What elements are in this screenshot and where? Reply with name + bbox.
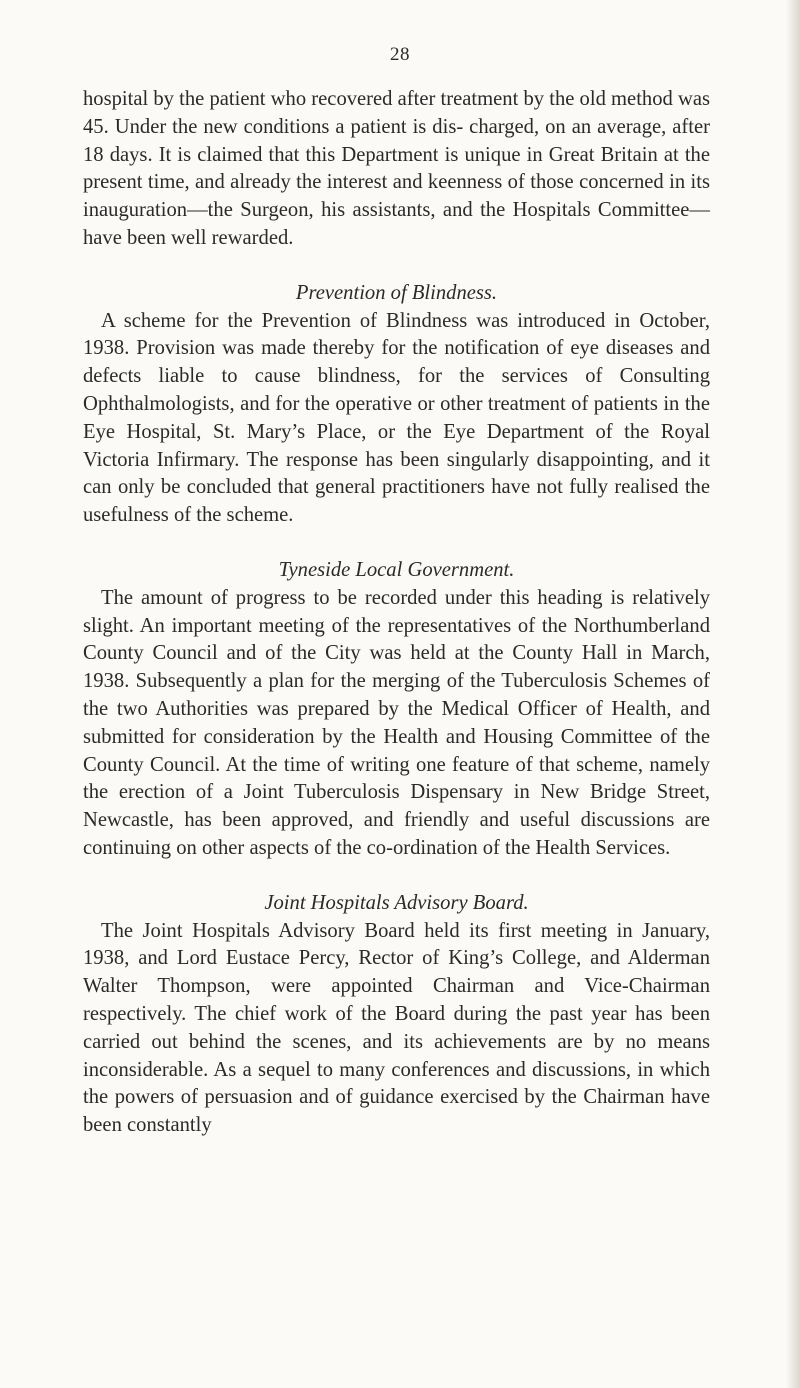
page-edge-shadow: [786, 0, 800, 1388]
section-heading-prevention-of-blindness: Prevention of Blindness.: [295, 281, 498, 304]
page-number: 28: [390, 44, 410, 65]
section-heading-joint-hospitals-advisory-board: Joint Hospitals Advisory Board.: [264, 891, 529, 914]
page-body: [83, 86, 710, 1140]
section-gap: [83, 530, 710, 557]
section-body-prevention-of-blindness: A scheme for the Prevention of Blindness was introduced in October, 1938. Provision was made thereby for the notification of eye diseases and defects liable to cause blindness, for the services of Consulting Ophthalmologists, and for the operative or other treatment of patients in the Eye Hospital, St. Mary’s Place, or the Eye Department of the Royal Victoria Infirmary. The response has been singularly disappointing, and it can only be concluded that general practitioners have not fully realised the usefulness of the scheme.: [83, 309, 710, 527]
section-body-tyneside-local-government: The amount of progress to be recorded under this heading is relatively slight. An important meeting of the representatives of the Northumberland County Council and of the City was held at the County Hall in March, 1938. Subsequently a plan for the merging of the Tuberculosis Schemes of the two Authorities was prepared by the Medical Officer of Health, and submitted for consideration by the Health and Housing Committee of the County Council. At the time of writing one feature of that scheme, namely the erection of a Joint Tuberculosis Dispensary in New Bridge Street, Newcastle, has been approved, and friendly and useful discussions are continuing on other aspects of the co-ordination of the Health Services.: [83, 586, 710, 859]
section-heading-tyneside-local-government: Tyneside Local Government.: [278, 558, 515, 581]
section-gap: [83, 863, 710, 890]
section-gap: [83, 253, 710, 280]
section-body-joint-hospitals-advisory-board: The Joint Hospitals Advisory Board held its first meeting in January, 1938, and Lord Eustace Percy, Rector of King’s College, and Alderman Walter Thompson, were appointed Chairman and Vice-Chairman respectively. The chief work of the Board during the past year has been carried out behind the scenes, and its achievements are by no means inconsiderable. As a sequel to many conferences and discussions, in which the powers of persuasion and of guidance exercised by the Chairman have been constantly: [83, 919, 710, 1137]
intro-paragraph: hospital by the patient who recovered after treatment by the old method was 45. Under the new conditions a patient is dis- charged, on an average, after 18 days. It is claimed that this Department is unique in Great Britain at the present time, and already the interest and keenness of those concerned in its inauguration—the Surgeon, his assistants, and the Hospitals Committee—have been well rewarded.: [83, 88, 710, 249]
